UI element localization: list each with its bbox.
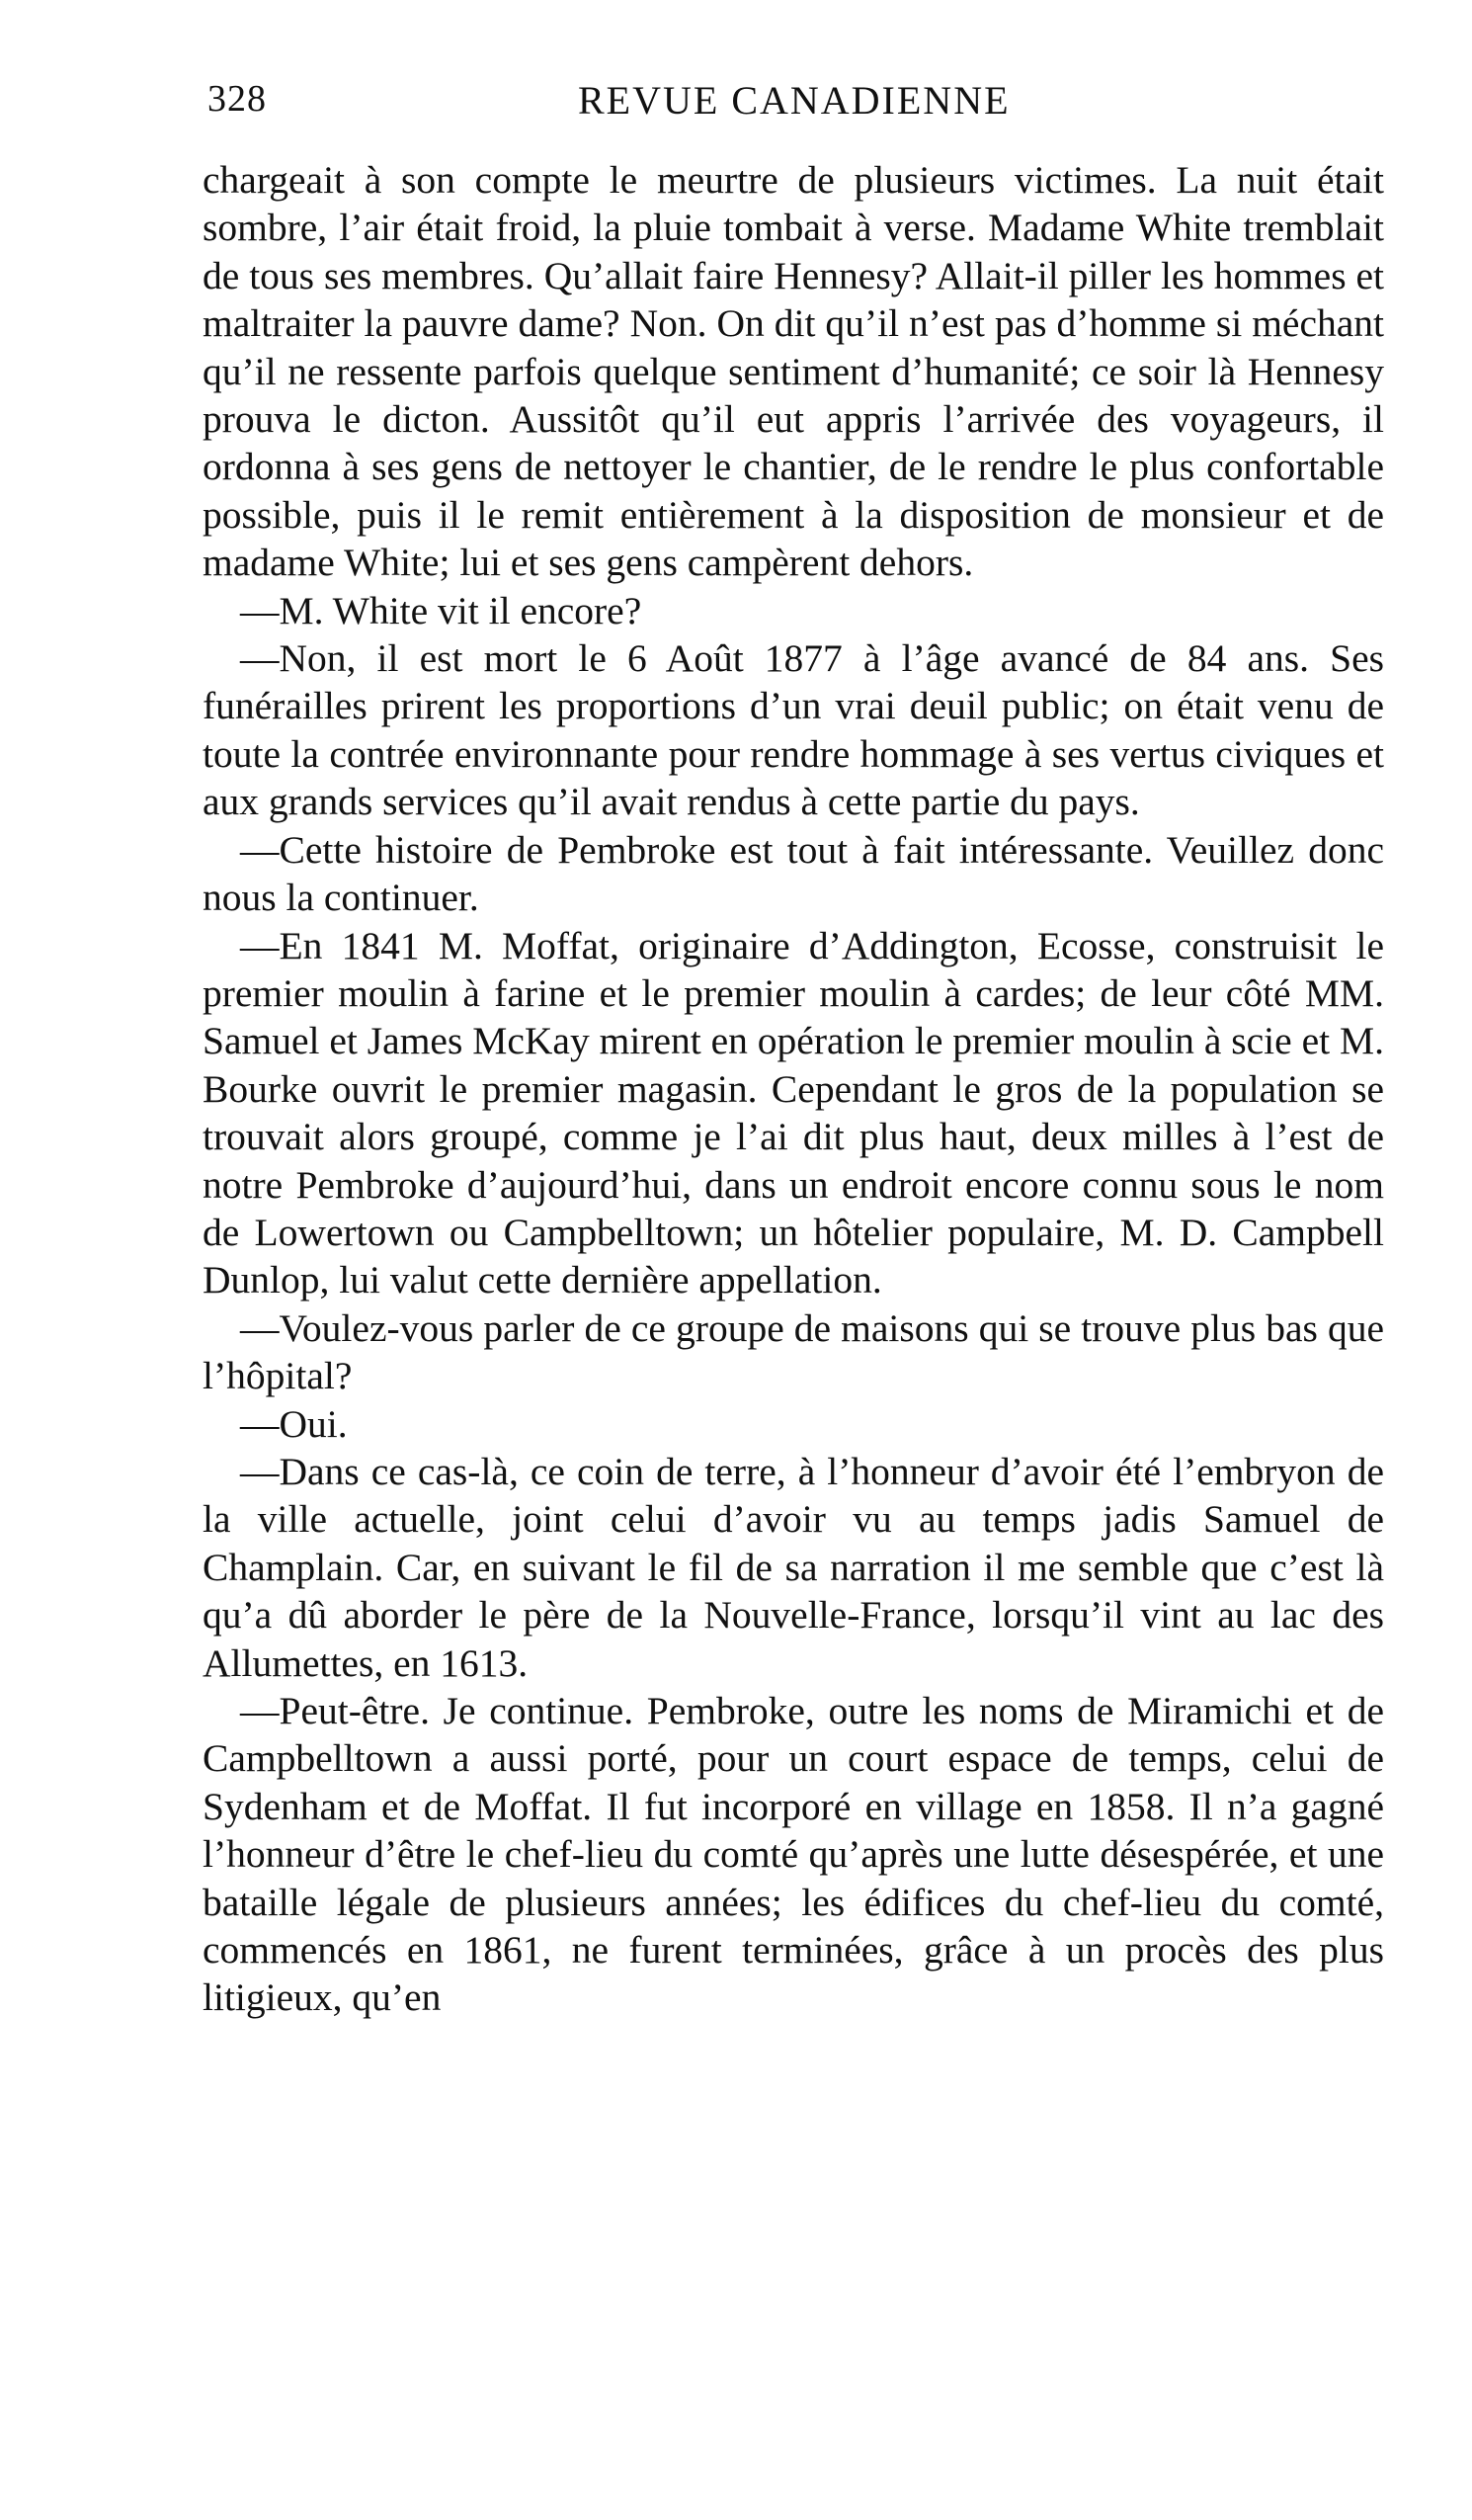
- paragraph: —Peut-être. Je continue. Pembroke, outre les noms de Miramichi et de Campbelltown a aussi porté, pour un court espace de temps, celui de Sydenham et de Moffat. Il fut incorporé en village en 1858. Il n’a gagné l’honneur d’être le chef-lieu du comté qu’après une lutte désespérée, et une bataille légale de plusieurs années; les édifices du chef-lieu du comté, commencés en 1861, ne furent terminées, grâce à un procès des plus litigieux, qu’en: [203, 1689, 1384, 2020]
- page-number: 328: [207, 78, 267, 120]
- running-head: REVUE CANADIENNE: [578, 78, 1011, 123]
- paragraph: —M. White vit il encore?: [240, 588, 642, 632]
- paragraph: —Oui.: [240, 1401, 348, 1446]
- paragraph: —Voulez-vous parler de ce groupe de maisons qui se trouve plus bas que l’hôpital?: [203, 1305, 1384, 1398]
- paragraph: —Non, il est mort le 6 Août 1877 à l’âge avancé de 84 ans. Ses funérailles prirent les proportions d’un vrai deuil public; on était venu de toute la contrée environnante pour rendre hommage à ses vertus civiques et aux grands services qu’il avait rendus à cette partie du pays.: [203, 636, 1384, 824]
- body-text: [203, 156, 1384, 2022]
- paragraph: —Dans ce cas-là, ce coin de terre, à l’honneur d’avoir été l’embryon de la ville actuelle, joint celui d’avoir vu au temps jadis Samuel de Champlain. Car, en suivant le fil de sa narration il me semble que c’est là qu’a dû aborder le père de la Nouvelle-France, lorsqu’il vint au lac des Allumettes, en 1613.: [203, 1449, 1384, 1685]
- paragraph: —En 1841 M. Moffat, originaire d’Addington, Ecosse, construisit le premier moulin à farine et le premier moulin à cardes; de leur côté MM. Samuel et James McKay mirent en opération le premier moulin à scie et M. Bourke ouvrit le premier magasin. Cependant le gros de la population se trouvait alors groupé, comme je l’ai dit plus haut, deux milles à l’est de notre Pembroke d’aujourd’hui, dans un endroit encore connu sous le nom de Lowertown ou Campbelltown; un hôtelier populaire, M. D. Campbell Dunlop, lui valut cette dernière appellation.: [203, 923, 1384, 1302]
- paragraph: chargeait à son compte le meurtre de plusieurs victimes. La nuit était sombre, l’air était froid, la pluie tombait à verse. Madame White tremblait de tous ses membres. Qu’allait faire Hennesy? Allait-il piller les hommes et maltraiter la pauvre dame? Non. On dit qu’il n’est pas d’homme si méchant qu’il ne ressente parfois quelque sentiment d’humanité; ce soir là Hennesy prouva le dicton. Aussitôt qu’il eut appris l’arrivée des voyageurs, il ordonna à ses gens de nettoyer le chantier, de le rendre le plus confortable possible, puis il le remit entièrement à la disposition de monsieur et de madame White; lui et ses gens campèrent dehors.: [203, 158, 1384, 585]
- page-header: [207, 77, 1344, 136]
- paragraph: —Cette histoire de Pembroke est tout à fait intéressante. Veuillez donc nous la continuer.: [203, 827, 1384, 920]
